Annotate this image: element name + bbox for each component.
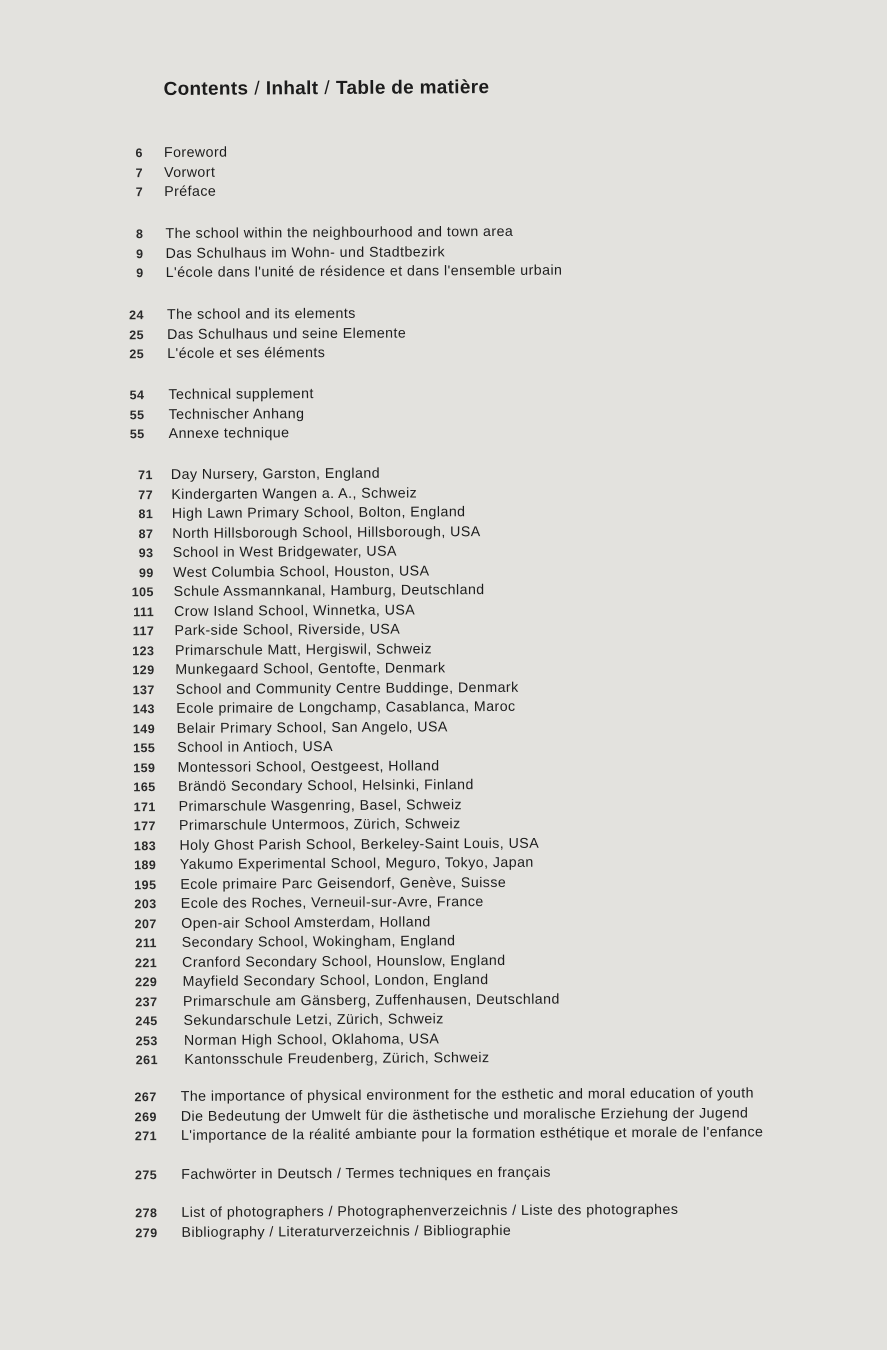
- toc-entry-title: Holy Ghost Parish School, Berkeley-Saint Louis, USA: [179, 835, 540, 854]
- toc-entry-title: Schule Assmannkanal, Hamburg, Deutschland: [173, 582, 485, 600]
- toc-entry-title: L'école dans l'unité de résidence et dans l'ensemble urbain: [165, 262, 563, 281]
- toc-entry-title: Park-side School, Riverside, USA: [174, 621, 401, 639]
- toc-page-number: 6: [135, 146, 143, 161]
- toc-entry-title: High Lawn Primary School, Bolton, England: [171, 504, 466, 522]
- toc-page-number: 159: [133, 760, 156, 775]
- toc-entry-title: The school within the neighbourhood and town area: [165, 223, 514, 242]
- toc-entry-title: Secondary School, Wokingham, England: [181, 933, 456, 951]
- toc-entry: [7, 1161, 887, 1186]
- toc-entry-title: L'importance de la réalité ambiante pour la formation esthétique et morale de l'enfance: [180, 1124, 764, 1144]
- toc-entry-title: Das Schulhaus im Wohn- und Stadtbezirk: [165, 243, 446, 262]
- toc-page-number: 269: [134, 1109, 157, 1124]
- toc-page-number: 55: [129, 407, 145, 422]
- toc-entry: [3, 420, 887, 445]
- toc-page-number: 25: [129, 347, 145, 362]
- title-matiere: Table de matière: [335, 77, 490, 99]
- toc-page-number: 165: [133, 780, 156, 795]
- toc-page-number: 71: [138, 468, 153, 483]
- toc-entry-title: Kantonsschule Freudenberg, Zürich, Schweiz: [184, 1050, 490, 1068]
- toc-entry-title: Primarschule am Gänsberg, Zuffenhausen, Deutschland: [182, 991, 560, 1010]
- toc-page-number: 267: [134, 1090, 157, 1105]
- toc-page-number: 8: [135, 227, 144, 242]
- toc-entry-title: School in Antioch, USA: [177, 738, 334, 756]
- toc-entry-title: Annexe technique: [168, 425, 290, 442]
- toc-page-number: 9: [136, 266, 144, 281]
- toc-entry-title: Das Schulhaus und seine Elemente: [166, 325, 407, 343]
- toc-entry-title: School in West Bridgewater, USA: [172, 543, 397, 561]
- toc-page-number: 195: [134, 877, 157, 892]
- toc-entry-title: Mayfield Secondary School, London, England: [182, 972, 489, 990]
- toc-entry-title: Bibliography / Literaturverzeichnis / Bibliographie: [181, 1222, 512, 1241]
- toc-entry: [2, 259, 887, 284]
- toc-entry-title: Ecole primaire Parc Geisendorf, Genève, Suisse: [180, 874, 507, 893]
- toc-entry-title: Belair Primary School, San Angelo, USA: [176, 718, 448, 737]
- toc-page-number: 275: [134, 1168, 158, 1183]
- toc-entry-title: L'école et ses éléments: [167, 345, 326, 362]
- toc-page-number: 111: [133, 604, 155, 619]
- toc-page-number: 183: [133, 838, 157, 853]
- toc-page-number: 9: [136, 246, 144, 261]
- toc-page-number: 25: [129, 327, 145, 342]
- toc-page-number: 278: [135, 1206, 158, 1221]
- toc-page-number: 77: [138, 487, 154, 502]
- toc-entry: [2, 340, 887, 365]
- title-inhalt: Inhalt: [265, 78, 319, 100]
- toc-entry-title: Day Nursery, Garston, England: [170, 465, 381, 483]
- toc-page-number: 261: [135, 1053, 159, 1068]
- toc-entry-title: Open-air School Amsterdam, Holland: [181, 913, 431, 932]
- toc-entry: [7, 1122, 887, 1147]
- toc-entry-title: Primarschule Untermoos, Zürich, Schweiz: [178, 816, 461, 834]
- toc-entry-title: Préface: [164, 183, 217, 201]
- toc-entry-title: Primarschule Matt, Hergiswil, Schweiz: [174, 640, 433, 659]
- toc-page-number: 7: [135, 165, 144, 180]
- toc-entry-title: Ecole des Roches, Verneuil-sur-Avre, France: [180, 894, 484, 912]
- toc-page-number: 177: [133, 819, 156, 834]
- toc-entry: [7, 1218, 887, 1243]
- toc-page-number: 117: [132, 624, 155, 639]
- toc-page-number: 137: [132, 682, 155, 697]
- toc-entry-title: List of photographers / Photographenverzeichnis / Liste des photographes: [181, 1201, 679, 1221]
- toc-page-number: 211: [135, 936, 157, 951]
- toc-page-number: 189: [134, 858, 157, 873]
- toc-entry-title: School and Community Centre Buddinge, Denmark: [175, 679, 519, 698]
- toc-entry-title: Fachwörter in Deutsch / Termes techniques en français: [181, 1164, 551, 1183]
- toc-entry-title: Primarschule Wasgenring, Basel, Schweiz: [178, 796, 463, 815]
- toc-page-number: 81: [138, 507, 154, 522]
- toc-page-number: 123: [132, 643, 155, 658]
- toc-page-number: 207: [134, 916, 157, 931]
- toc-page-number: 253: [135, 1033, 158, 1048]
- toc-entry-title: Vorwort: [164, 164, 216, 181]
- toc-entry-title: Technischer Anhang: [168, 405, 305, 423]
- toc-page-number: 24: [129, 308, 144, 323]
- title-contents: Contents: [163, 78, 249, 101]
- toc-entry-title: Cranford Secondary School, Hounslow, England: [182, 952, 506, 971]
- toc-entry-title: The importance of physical environment for the esthetic and moral education of youth: [180, 1085, 755, 1105]
- toc-entry-title: Brändö Secondary School, Helsinki, Finland: [178, 777, 474, 795]
- toc-page-number: 105: [131, 585, 154, 600]
- toc-page-number: 7: [135, 185, 144, 200]
- toc-entry-title: West Columbia School, Houston, USA: [173, 562, 430, 581]
- toc-page-number: 129: [132, 663, 155, 678]
- toc-page-number: 55: [129, 427, 145, 442]
- toc-entry-title: Ecole primaire de Longchamp, Casablanca, Maroc: [176, 698, 516, 717]
- toc-entry-title: Die Bedeutung der Umwelt für die ästhetische und moralische Erziehung der Jugend: [180, 1104, 749, 1125]
- toc-entry-title: Foreword: [163, 144, 228, 162]
- toc-entry-title: Kindergarten Wangen a. A., Schweiz: [171, 484, 418, 503]
- toc-entry-title: Munkegaard School, Gentofte, Denmark: [175, 660, 446, 678]
- toc-entry: [1, 178, 887, 203]
- toc-page-number: 54: [129, 388, 145, 403]
- toc-entry-title: Crow Island School, Winnetka, USA: [173, 601, 416, 620]
- toc-page-number: 245: [135, 1014, 158, 1029]
- toc-page-number: 149: [132, 721, 156, 736]
- toc-entry-title: Technical supplement: [168, 386, 314, 403]
- title-separator: /: [254, 78, 260, 100]
- toc-page-number: 229: [135, 975, 158, 990]
- title-separator: /: [324, 77, 331, 100]
- toc-entry-title: Sekundarschule Letzi, Zürich, Schweiz: [183, 1011, 444, 1029]
- toc-entry-title: Norman High School, Oklahoma, USA: [183, 1030, 440, 1049]
- toc-page-number: 271: [134, 1129, 158, 1144]
- toc-entry-title: Montessori School, Oestgeest, Holland: [177, 757, 440, 776]
- toc-page-number: 87: [138, 526, 154, 541]
- toc-page-number: 237: [135, 994, 158, 1009]
- toc-page-number: 221: [134, 955, 158, 970]
- toc-page-number: 171: [133, 799, 156, 814]
- toc-entry: [6, 1046, 887, 1071]
- toc-entry-title: North Hillsborough School, Hillsborough, USA: [172, 523, 481, 542]
- toc-page-number: 279: [135, 1225, 158, 1240]
- toc-page-number: 99: [138, 565, 154, 580]
- toc-entry-title: The school and its elements: [166, 305, 356, 323]
- toc-page-number: 93: [138, 546, 154, 561]
- toc-entry-title: Yakumo Experimental School, Meguro, Tokyo, Japan: [179, 854, 534, 873]
- toc-page-number: 155: [132, 741, 156, 756]
- toc-page-number: 203: [134, 897, 157, 912]
- toc-page-number: 143: [132, 702, 155, 717]
